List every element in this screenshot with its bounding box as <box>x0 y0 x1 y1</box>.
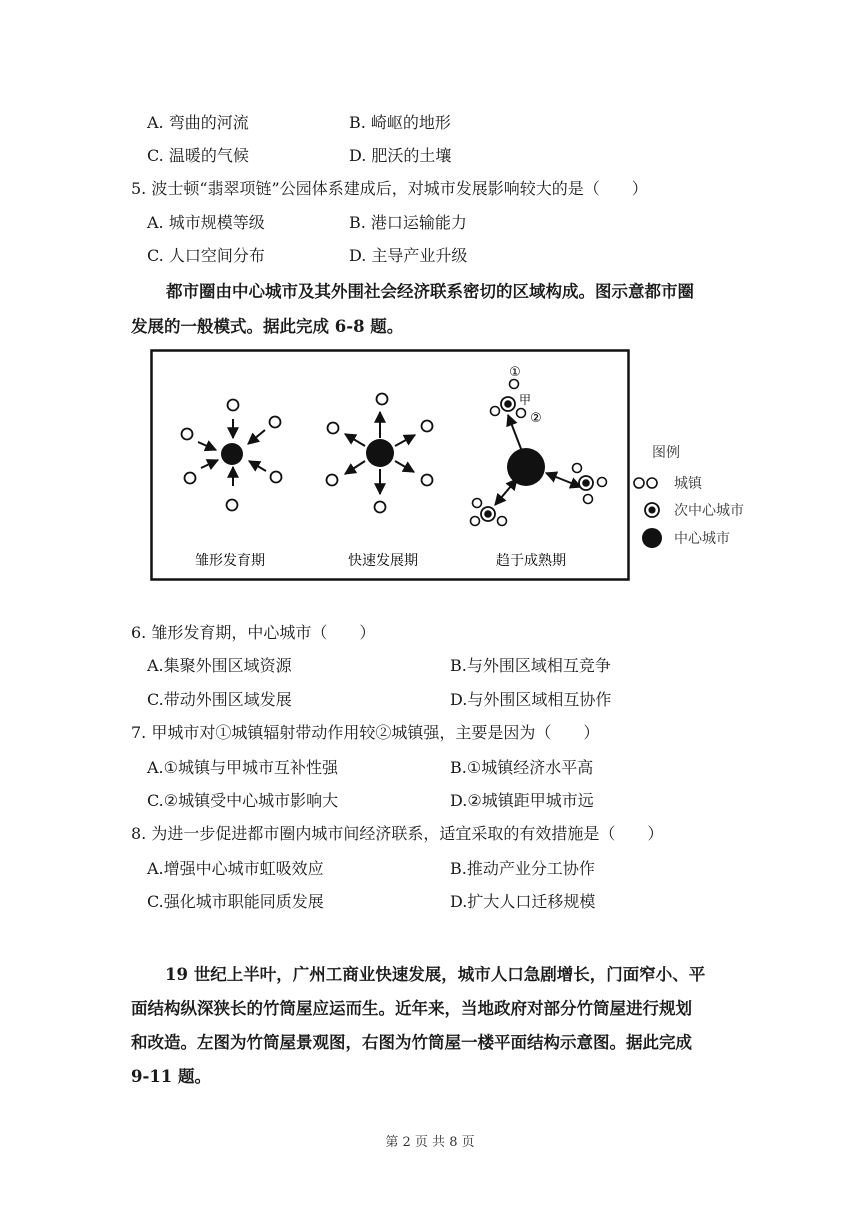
q7-option-a: A.①城镇与甲城市互补性强 <box>147 758 338 777</box>
intro-9-11-line4: 9-11 题。 <box>131 1067 212 1086</box>
legend-center-symbol <box>642 528 662 548</box>
q7-stem: 7. 甲城市对①城镇辐射带动作用较②城镇强，主要是因为（ ） <box>131 723 600 742</box>
q8-stem: 8. 为进一步促进都市圈内城市间经济联系，适宜采取的有效措施是（ ） <box>131 824 664 843</box>
stage3-town <box>471 517 480 526</box>
stage3-town <box>491 407 500 416</box>
q5-stem: 5. 波士顿“翡翠项链”公园体系建成后，对城市发展影响较大的是（ ） <box>131 179 648 198</box>
stage2-town <box>327 475 338 486</box>
intro-9-11-line3: 和改造。左图为竹筒屋景观图，右图为竹筒屋一楼平面结构示意图。据此完成 <box>131 1033 692 1052</box>
stage2-label: 快速发展期 <box>348 553 418 569</box>
stage3-town <box>598 478 607 487</box>
stage1-town <box>182 429 193 440</box>
q7-option-c: C.②城镇受中心城市影响大 <box>147 791 339 810</box>
legend-center-label: 中心城市 <box>674 531 730 547</box>
stage1-center-city <box>221 443 243 465</box>
stage3-town <box>498 517 507 526</box>
q6-option-d: D.与外围区域相互协作 <box>450 690 612 709</box>
figure-legend <box>628 437 768 557</box>
q5-option-a: A. 城市规模等级 <box>147 213 265 232</box>
q8-option-b: B.推动产业分工协作 <box>450 859 595 878</box>
stage3-town <box>573 464 582 473</box>
stage1-town <box>228 400 239 411</box>
mark-town-2: ② <box>530 411 542 426</box>
stage2-town <box>422 475 433 486</box>
stage1-town <box>227 500 238 511</box>
legend-subcenter-label: 次中心城市 <box>674 503 744 519</box>
q4-option-a: A. 弯曲的河流 <box>147 113 249 132</box>
q4-option-d: D. 肥沃的土壤 <box>349 146 452 165</box>
stage3-label: 趋于成熟期 <box>496 553 566 569</box>
stage3-center-city <box>507 448 545 486</box>
stage3-town-1 <box>510 380 519 389</box>
stage1-town <box>185 473 196 484</box>
mark-jia: 甲 <box>519 393 532 407</box>
q4-option-c: C. 温暖的气候 <box>147 146 249 165</box>
q6-option-c: C.带动外围区域发展 <box>147 690 292 709</box>
q5-option-c: C. 人口空间分布 <box>147 246 265 265</box>
intro-9-11-line2: 面结构纵深狭长的竹筒屋应运而生。近年来，当地政府对部分竹筒屋进行规划 <box>131 999 692 1018</box>
q8-option-d: D.扩大人口迁移规模 <box>450 892 596 911</box>
stage2-center-city <box>366 439 394 467</box>
q6-option-b: B.与外围区域相互竞争 <box>450 656 611 675</box>
stage3-town-2 <box>517 409 526 418</box>
figure-frame <box>152 351 629 580</box>
legend-town-label: 城镇 <box>674 476 702 492</box>
intro-6-8-line2: 发展的一般模式。据此完成 6-8 题。 <box>131 317 404 336</box>
stage1-label: 雏形发育期 <box>195 553 265 569</box>
q5-option-d: D. 主导产业升级 <box>349 246 468 265</box>
stage3-town <box>584 495 593 504</box>
metro-development-figure <box>150 349 630 581</box>
q7-option-b: B.①城镇经济水平高 <box>450 758 594 777</box>
stage2-town <box>422 421 433 432</box>
intro-9-11-line1: 19 世纪上半叶，广州工商业快速发展，城市人口急剧增长，门面窄小、平 <box>165 965 706 984</box>
q8-option-c: C.强化城市职能同质发展 <box>147 892 324 911</box>
stage3-town <box>473 499 482 508</box>
legend-town-symbol <box>634 478 644 488</box>
page-number-footer: 第 2 页 共 8 页 <box>385 1135 475 1150</box>
stage2-town <box>328 423 339 434</box>
stage2-town <box>375 502 386 513</box>
intro-6-8-line1: 都市圈由中心城市及其外围社会经济联系密切的区域构成。图示意都市圈 <box>166 282 694 301</box>
legend-title: 图例 <box>652 445 680 461</box>
stage1-town <box>270 417 281 428</box>
q6-option-a: A.集聚外围区域资源 <box>147 656 292 675</box>
q5-option-b: B. 港口运输能力 <box>349 213 467 232</box>
stage2-town <box>377 394 388 405</box>
q8-option-a: A.增强中心城市虹吸效应 <box>147 859 324 878</box>
q6-stem: 6. 雏形发育期，中心城市（ ） <box>131 623 376 642</box>
q4-option-b: B. 崎岖的地形 <box>349 113 451 132</box>
mark-town-1: ① <box>509 365 521 380</box>
stage1-town <box>271 472 282 483</box>
q7-option-d: D.②城镇距甲城市远 <box>450 791 594 810</box>
